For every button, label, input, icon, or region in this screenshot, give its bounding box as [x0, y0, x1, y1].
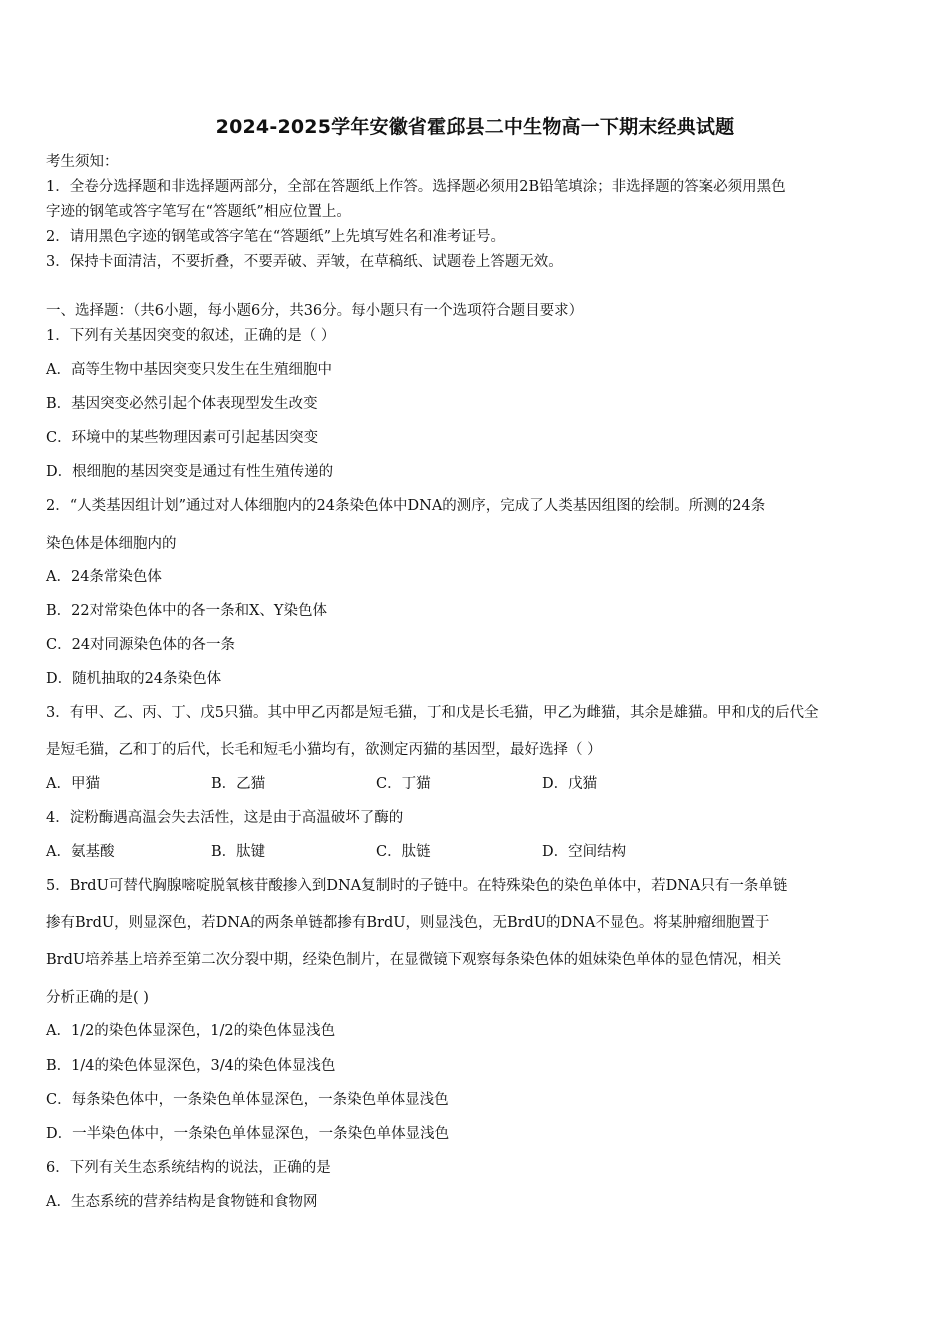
question-5-stem-line-1: 5．BrdU可替代胸腺嘧啶脱氧核苷酸掺入到DNA复制时的子链中。在特殊染色的染色单体中，若DNA只有一条单链	[46, 878, 788, 894]
question-3-option-d: D．戊猫	[542, 776, 598, 792]
question-2-option-a: A．24条常染色体	[46, 569, 162, 585]
question-3-options	[46, 774, 646, 794]
question-3-option-a: A．甲猫	[46, 776, 100, 792]
notice-heading: 考生须知：	[46, 154, 119, 170]
question-1-option-d: D．根细胞的基因突变是通过有性生殖传递的	[46, 464, 334, 480]
question-5-option-b: B．1/4的染色体显深色，3/4的染色体显浅色	[46, 1058, 336, 1074]
question-2-option-c: C．24对同源染色体的各一条	[46, 637, 236, 653]
question-5-option-d: D．一半染色体中，一条染色单体显深色，一条染色单体显浅色	[46, 1126, 450, 1142]
question-3-option-c: C．丁猫	[376, 776, 431, 792]
page-title: 2024-2025学年安徽省霍邱县二中生物高一下期末经典试题	[215, 116, 735, 138]
question-4-stem: 4．淀粉酶遇高温会失去活性，这是由于高温破坏了酶的	[46, 810, 404, 826]
question-5-option-a: A．1/2的染色体显深色，1/2的染色体显浅色	[46, 1023, 336, 1039]
question-1-stem: 1．下列有关基因突变的叙述，正确的是（ ）	[46, 328, 336, 344]
question-1-option-a: A．高等生物中基因突变只发生在生殖细胞中	[46, 362, 332, 378]
notice-item-3: 3．保持卡面清洁，不要折叠，不要弄破、弄皱，在草稿纸、试题卷上答题无效。	[46, 254, 563, 270]
question-5-stem-line-2: 掺有BrdU，则显深色，若DNA的两条单链都掺有BrdU，则显浅色，无BrdU的DNA不显色。将某肿瘤细胞置于	[46, 915, 770, 931]
question-6-option-a: A．生态系统的营养结构是食物链和食物网	[46, 1194, 318, 1210]
question-3-stem-line-1: 3．有甲、乙、丙、丁、戊5只猫。其中甲乙丙都是短毛猫，丁和戊是长毛猫，甲乙为雌猫，其余是雄猫。甲和戊的后代全	[46, 705, 819, 721]
question-4-option-d: D．空间结构	[542, 844, 627, 860]
question-4-option-c: C．肽链	[376, 844, 431, 860]
question-5-option-c: C．每条染色体中，一条染色单体显深色，一条染色单体显浅色	[46, 1092, 449, 1108]
question-5-stem-line-3: BrdU培养基上培养至第二次分裂中期，经染色制片，在显微镜下观察每条染色体的姐妹染色单体的显色情况，相关	[46, 952, 782, 968]
question-2-option-b: B．22对常染色体中的各一条和X、Y染色体	[46, 603, 327, 619]
question-1-option-b: B．基因突变必然引起个体表现型发生改变	[46, 396, 318, 412]
question-2-option-d: D．随机抽取的24条染色体	[46, 671, 222, 687]
notice-item-2: 2．请用黑色字迹的钢笔或答字笔在“答题纸”上先填写姓名和准考证号。	[46, 229, 506, 245]
question-4-options	[46, 842, 696, 862]
section-heading: 一、选择题：（共6小题，每小题6分，共36分。每小题只有一个选项符合题目要求）	[46, 303, 584, 319]
question-2-stem-line-2: 染色体是体细胞内的	[46, 536, 177, 552]
question-4-option-a: A．氨基酸	[46, 844, 115, 860]
question-5-stem-line-4: 分析正确的是( )	[46, 990, 149, 1006]
question-3-stem-line-2: 是短毛猫，乙和丁的后代，长毛和短毛小猫均有，欲测定丙猫的基因型，最好选择（ ）	[46, 742, 602, 758]
question-2-stem-line-1: 2．“人类基因组计划”通过对人体细胞内的24条染色体中DNA的测序，完成了人类基因组图的绘制。所测的24条	[46, 498, 766, 514]
notice-item-1-line-1: 1．全卷分选择题和非选择题两部分，全部在答题纸上作答。选择题必须用2B铅笔填涂；非选择题的答案必须用黑色	[46, 179, 786, 195]
question-4-option-b: B．肽键	[211, 844, 266, 860]
notice-item-1-line-2: 字迹的钢笔或答字笔写在“答题纸”相应位置上。	[46, 204, 351, 220]
question-6-stem: 6．下列有关生态系统结构的说法，正确的是	[46, 1160, 331, 1176]
question-3-option-b: B．乙猫	[211, 776, 266, 792]
question-1-option-c: C．环境中的某些物理因素可引起基因突变	[46, 430, 319, 446]
